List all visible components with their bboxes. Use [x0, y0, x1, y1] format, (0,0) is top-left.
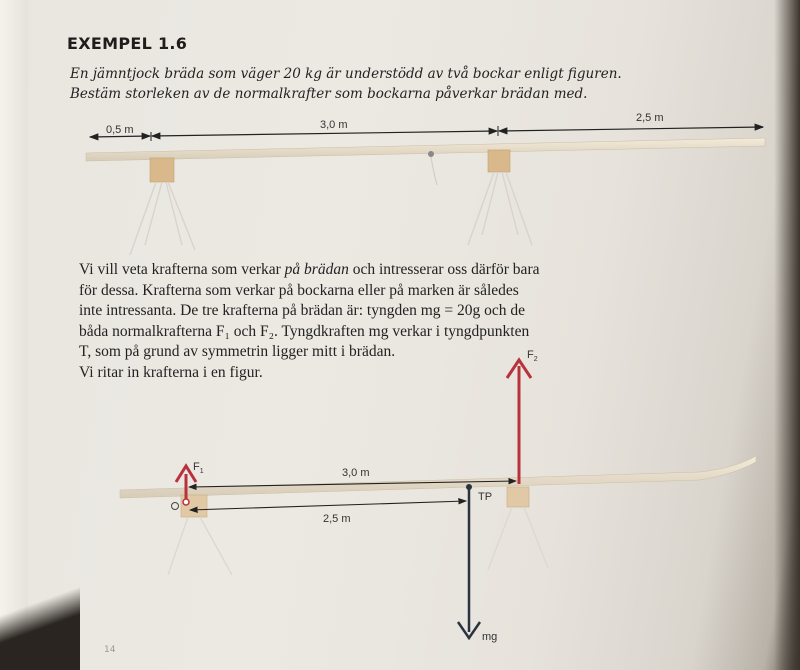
f2-label: $F_2$: [527, 349, 538, 363]
figure-1-plank: [86, 112, 765, 255]
plank-center-mark: [428, 151, 437, 185]
dim2-label-3-0m: 3,0 m: [342, 467, 370, 479]
problem-line-1: En jämntjock bräda som väger 20 kg är understödd av två bockar enligt figuren.: [70, 66, 622, 82]
body-line-3: inte intressanta. De tre krafterna på brädan är: tyngden mg = 20g och de: [79, 302, 526, 319]
plank-2: [120, 456, 756, 498]
sawhorse-2-left: [168, 495, 232, 575]
dim-label-2-5m: 2,5 m: [636, 112, 664, 124]
figure-2-forces: [120, 349, 756, 643]
dim-arrow-2-5m: [190, 501, 466, 510]
sawhorse-left: [130, 158, 195, 255]
page-number: 14: [104, 645, 116, 655]
dim2-label-2-5m: 2,5 m: [323, 513, 351, 525]
sawhorse-2-right: [488, 487, 548, 570]
problem-line-2: Bestäm storleken av de normalkrafter som bockarna påverkar brädan med.: [70, 86, 588, 102]
body-line-4: båda normalkrafterna F₁ och F₂. Tyngdkraften mg verkar i tyngdpunkten: [79, 322, 530, 340]
dim-label-0-5m: 0,5 m: [106, 124, 134, 136]
plank: [86, 138, 765, 161]
body-line-1: Vi vill veta krafterna som verkar på brädan och intresserar oss därför bara: [79, 261, 540, 278]
origin-marker: [172, 503, 179, 510]
explanation-text: [79, 260, 579, 383]
sawhorse-right: [468, 150, 532, 245]
dim-label-3-0m: 3,0 m: [320, 119, 348, 131]
body-line-2: för dessa. Krafterna som verkar på bockarna eller på marken är således: [79, 281, 519, 299]
f1-attach-point: [183, 499, 189, 505]
mg-label: mg: [482, 631, 498, 643]
body-line-5: T, som på grund av symmetrin ligger mitt i brädan.: [79, 343, 396, 360]
example-heading: EXEMPEL 1.6: [67, 34, 188, 53]
tp-label: TP: [478, 491, 493, 503]
force-mg-arrow: [458, 484, 480, 638]
dimension-arrows-1: [90, 126, 763, 141]
body-line-6: Vi ritar in krafterna i en figur.: [79, 363, 263, 381]
f1-label: $F_1$: [193, 461, 204, 475]
